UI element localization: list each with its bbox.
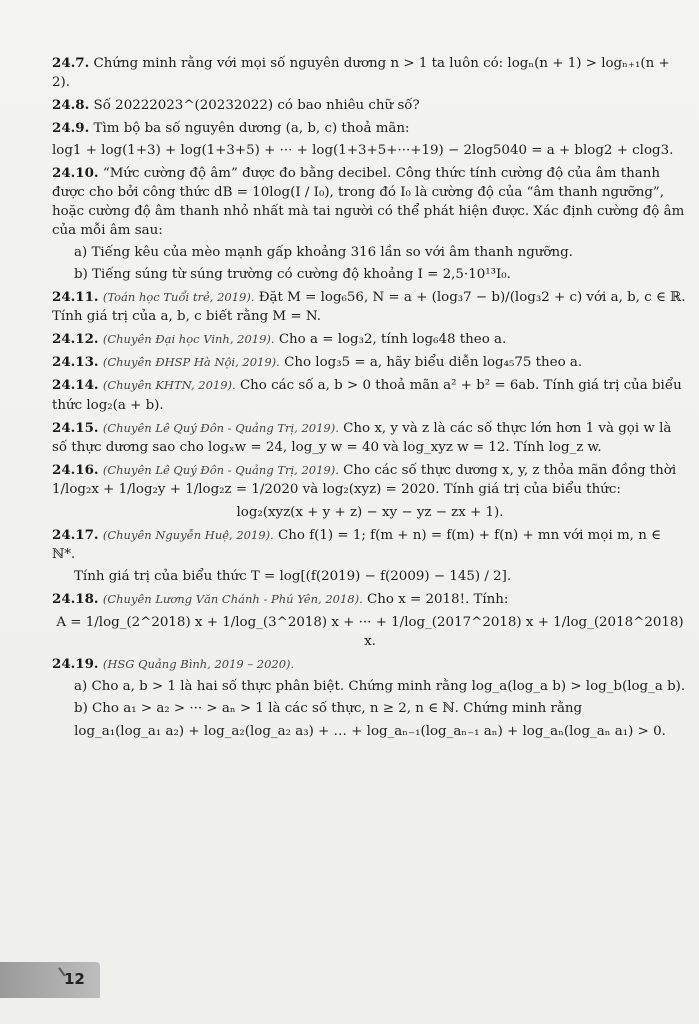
- problem-part-a: a) Tiếng kêu của mèo mạnh gấp khoảng 316 lần so với âm thanh ngưỡng.: [74, 245, 573, 261]
- problem-number: 24.12.: [52, 331, 99, 348]
- problem-number: 24.10.: [52, 165, 99, 182]
- problem-text: Chứng minh rằng với mọi số nguyên dương n > 1 ta luôn có: logₙ(n + 1) > logₙ₊₁(n + 2).: [52, 56, 670, 91]
- problem-text: Cho x = 2018!. Tính:: [367, 591, 509, 607]
- problem-24-17: [52, 526, 688, 586]
- page-footer-tab: [0, 962, 100, 998]
- problem-text: Tìm bộ ba số nguyên dương (a, b, c) thoả mãn:: [93, 121, 410, 137]
- problem-number: 24.9.: [52, 120, 90, 137]
- exercise-list: [52, 54, 688, 745]
- problem-source: (Chuyên Nguyễn Huệ, 2019).: [102, 527, 274, 542]
- problem-24-12: [52, 330, 688, 349]
- problem-source: (Chuyên KHTN, 2019).: [102, 378, 236, 393]
- problem-24-7: [52, 54, 688, 92]
- problem-formula: A = 1/log_(2^2018) x + 1/log_(3^2018) x + ··· + 1/log_(2017^2018) x + 1/log_(2018^2018) x.: [56, 614, 684, 649]
- problem-text: Số 20222023^(20232022) có bao nhiêu chữ số?: [93, 98, 420, 114]
- problem-text: Cho các số a, b > 0 thoả mãn a² + b² = 6ab. Tính giá trị của biểu thức log₂(a + b).: [52, 378, 682, 413]
- problem-number: 24.16.: [52, 461, 99, 478]
- problem-24-19: [52, 655, 688, 741]
- problem-24-14: [52, 376, 688, 414]
- problem-number: 24.11.: [52, 289, 99, 306]
- problem-number: 24.7.: [52, 55, 90, 71]
- problem-24-18: [52, 590, 688, 651]
- problem-source: (Chuyên Lê Quý Đôn - Quảng Trị, 2019).: [102, 420, 339, 435]
- problem-formula: log1 + log(1+3) + log(1+3+5) + ··· + log(1+3+5+···+19) − 2log5040 = a + blog2 + clog3.: [52, 143, 674, 159]
- problem-number: 24.17.: [52, 526, 99, 543]
- problem-24-8: [52, 96, 688, 115]
- problem-number: 24.19.: [52, 655, 99, 672]
- problem-24-16: [52, 461, 688, 522]
- problem-number: 24.8.: [52, 97, 90, 114]
- problem-text: Đặt M = log₆56, N = a + (log₃7 − b)/(log₃2 + c) với a, b, c ∈ ℝ. Tính giá trị của a, b, c biết rằng M = N.: [52, 290, 686, 325]
- problem-text: Cho log₃5 = a, hãy biểu diễn log₄₅75 theo a.: [284, 355, 583, 371]
- problem-text: Cho x, y và z là các số thực lớn hơn 1 và gọi w là số thực dương sao cho logₓw = 24, log_y w = 40 và log_xyz w = 12. Tính log_z w.: [52, 420, 672, 455]
- problem-source: (Chuyên ĐHSP Hà Nội, 2019).: [102, 355, 280, 370]
- problem-formula: log_a₁(log_a₁ a₂) + log_a₂(log_a₂ a₃) + … + log_aₙ₋₁(log_aₙ₋₁ aₙ) + log_aₙ(log_aₙ a₁) > 0.: [74, 723, 666, 739]
- problem-part-b: b) Tiếng súng từ súng trường có cường độ khoảng I = 2,5·10¹³I₀.: [74, 267, 511, 283]
- problem-24-13: [52, 353, 688, 372]
- problem-text: Cho các số thực dương x, y, z thỏa mãn đồng thời 1/log₂x + 1/log₂y + 1/log₂z = 1/2020 và log₂(xyz) = 2020. Tính giá trị của biểu thức:: [52, 462, 677, 497]
- problem-24-11: [52, 288, 688, 326]
- problem-source: (HSG Quảng Bình, 2019 – 2020).: [102, 656, 295, 671]
- problem-source: (Chuyên Đại học Vinh, 2019).: [102, 332, 275, 347]
- problem-24-10: [52, 164, 688, 284]
- problem-number: 24.14.: [52, 377, 99, 394]
- problem-text: “Mức cường độ âm” được đo bằng decibel. Công thức tính cường độ của âm thanh được cho bởi công thức dB = 10log(I / I₀), trong đó I₀ là cường độ của “âm thanh ngưỡng”, hoặc cường độ âm thanh nhỏ nhất mà tai người có thể phát hiện được. Xác định cường độ âm của mỗi âm sau:: [52, 166, 685, 239]
- problem-source: (Toán học Tuổi trẻ, 2019).: [102, 290, 255, 305]
- problem-source: (Chuyên Lê Quý Đôn - Quảng Trị, 2019).: [102, 462, 339, 477]
- problem-text: Cho f(1) = 1; f(m + n) = f(m) + f(n) + mn với mọi m, n ∈ ℕ*.: [52, 527, 661, 562]
- problem-24-9: [52, 119, 688, 160]
- problem-source: (Chuyên Lương Văn Chánh - Phú Yên, 2018).: [102, 591, 363, 606]
- problem-part-a: a) Cho a, b > 1 là hai số thực phân biệt. Chứng minh rằng log_a(log_a b) > log_b(log_a b).: [74, 678, 686, 694]
- problem-text: Cho a = log₃2, tính log₆48 theo a.: [278, 332, 507, 348]
- problem-24-15: [52, 419, 688, 457]
- problem-formula: log₂(xyz(x + y + z) − xy − yz − zx + 1).: [236, 504, 504, 520]
- problem-part-b: b) Cho a₁ > a₂ > ··· > aₙ > 1 là các số thực, n ≥ 2, n ∈ ℕ. Chứng minh rằng: [74, 700, 583, 716]
- page-number: 12: [64, 970, 85, 988]
- problem-text-2: Tính giá trị của biểu thức T = log[(f(2019) − f(2009) − 145) / 2].: [74, 568, 512, 584]
- problem-number: 24.18.: [52, 590, 99, 607]
- problem-number: 24.13.: [52, 354, 99, 371]
- problem-number: 24.15.: [52, 419, 99, 436]
